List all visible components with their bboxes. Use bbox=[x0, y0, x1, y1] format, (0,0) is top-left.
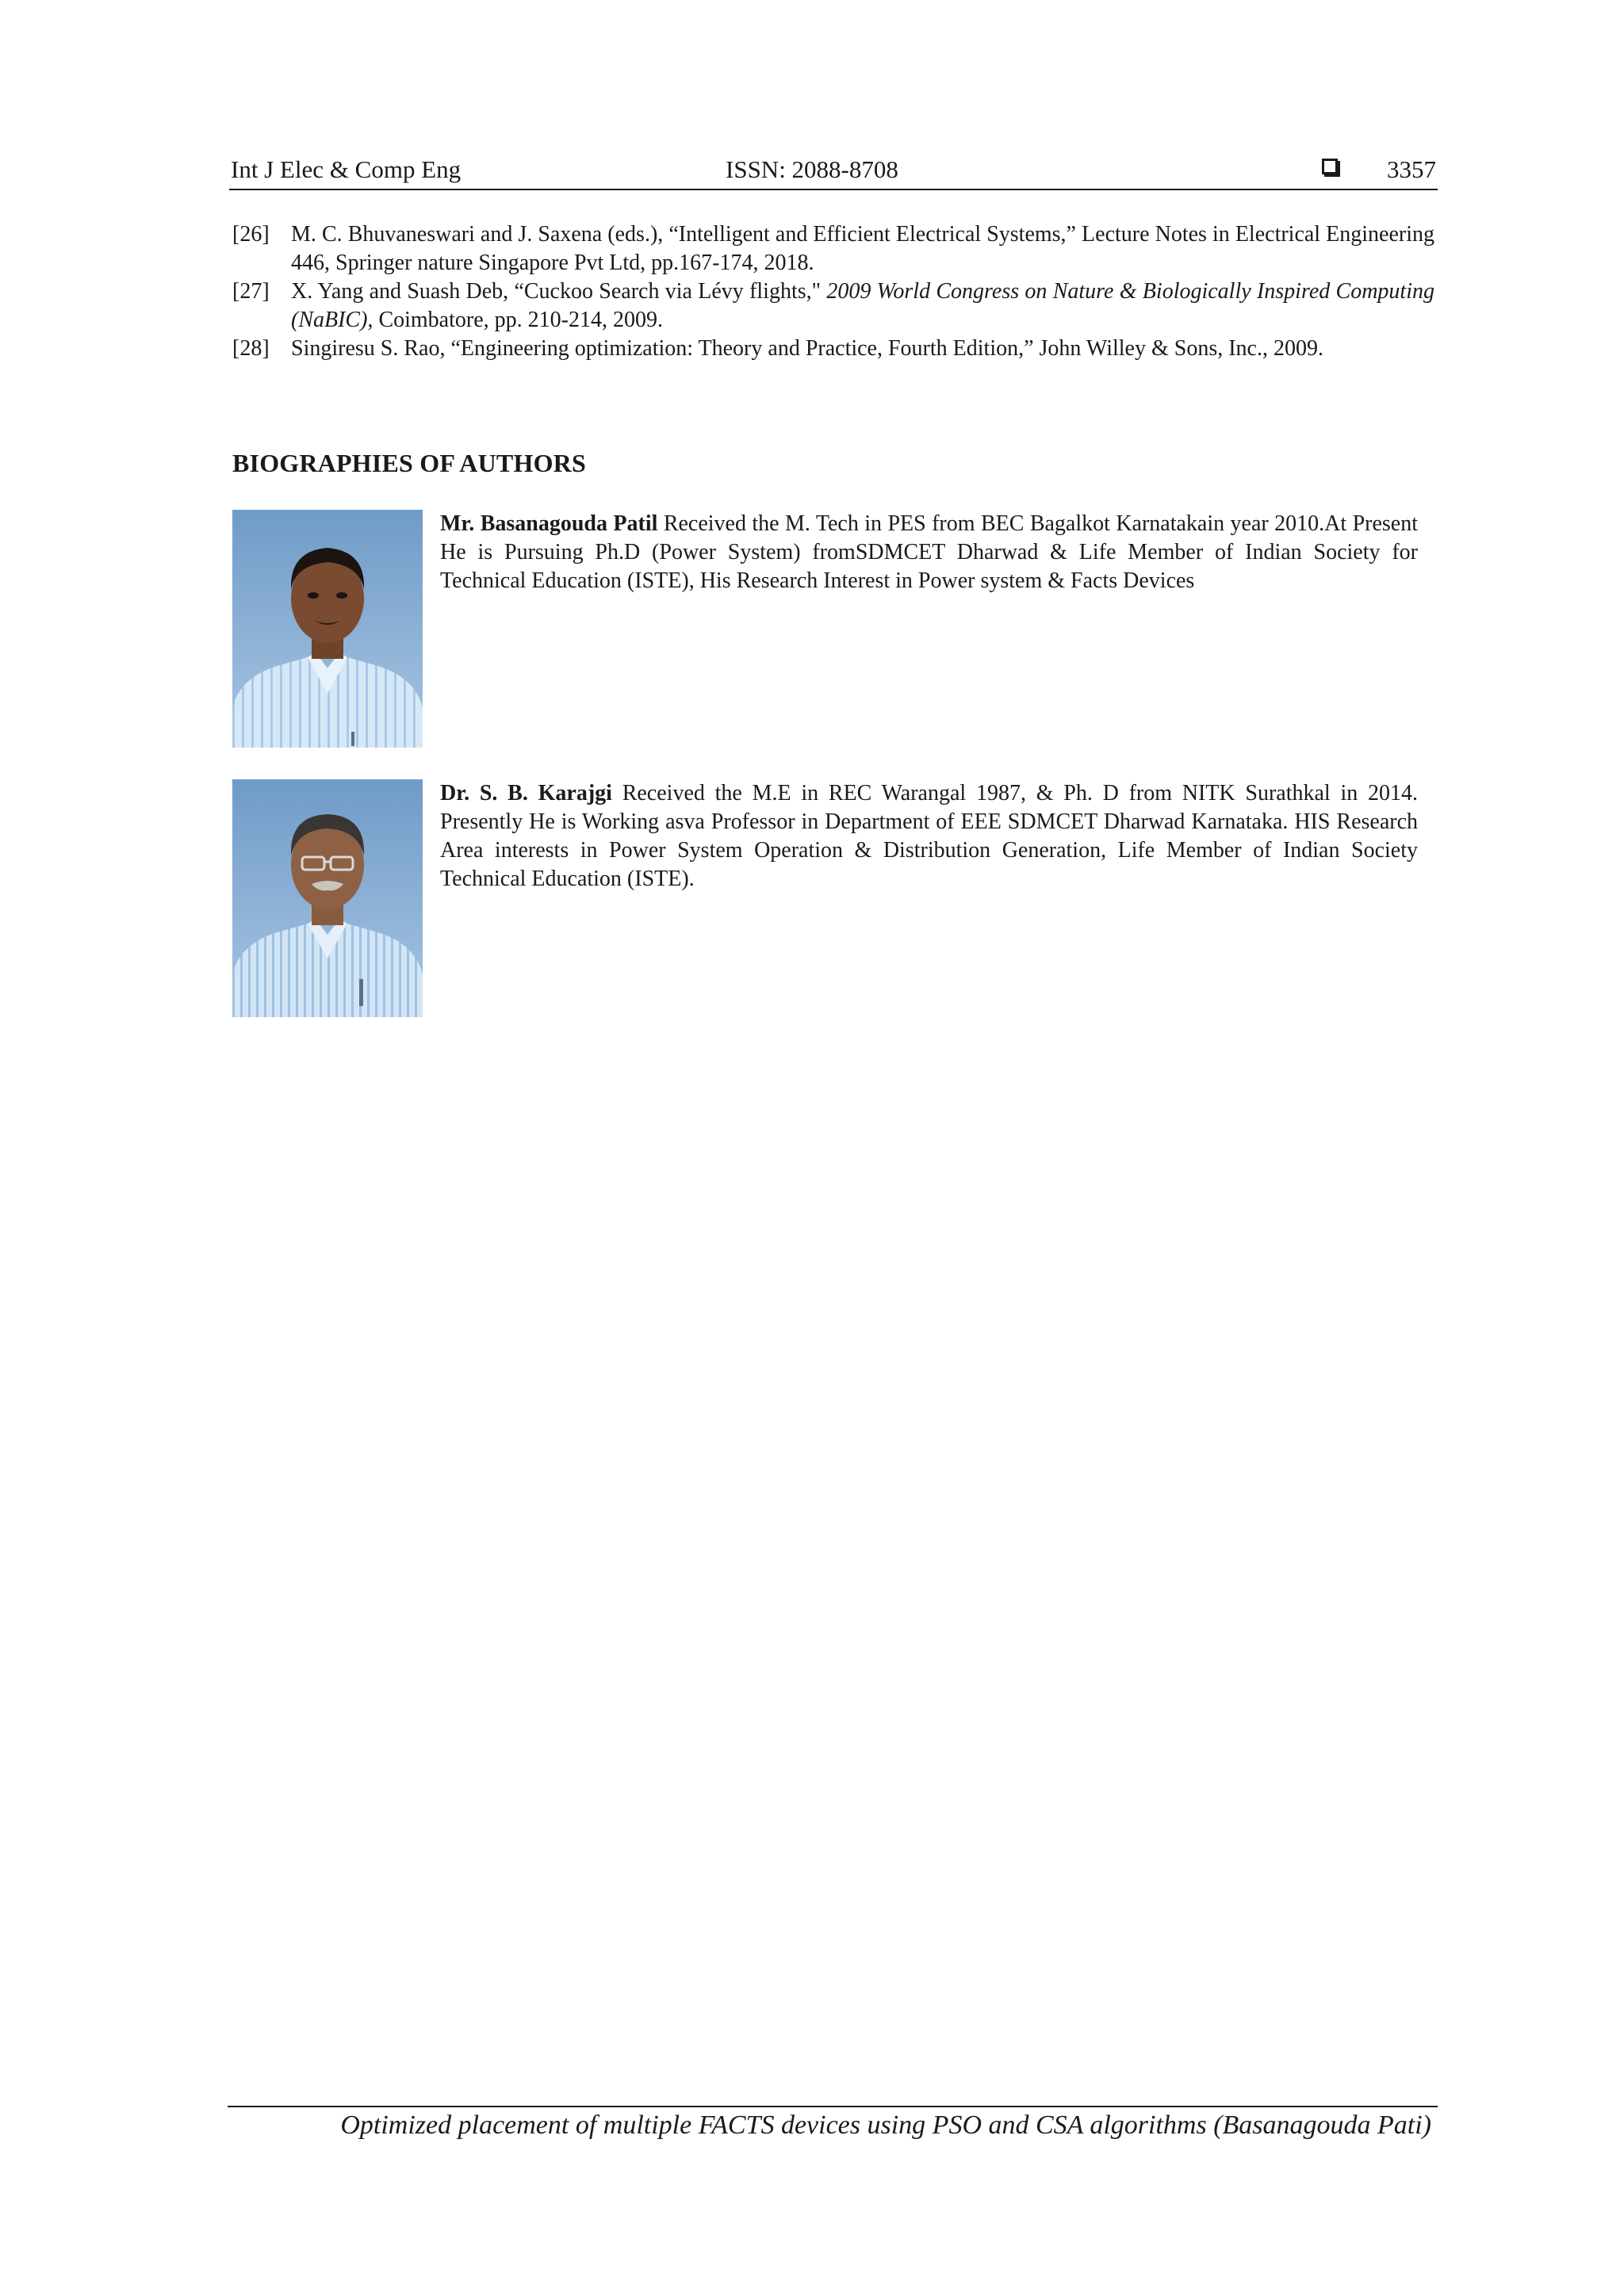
journal-name: Int J Elec & Comp Eng bbox=[231, 155, 462, 183]
running-header bbox=[231, 155, 1436, 189]
issn: ISSN: 2088-8708 bbox=[726, 155, 898, 183]
author-bio: Received the M. Tech in PES from BEC Bagalkot Karnatakain year 2010.At Present He is Pursuing Ph.D (Power System) fromSDMCET Dharwad & Life Member of Indian Society for Technical Education (ISTE), His Research Interest in Power system & Facts Devices bbox=[440, 511, 1418, 593]
reference-item bbox=[232, 220, 1434, 277]
biography-text bbox=[440, 779, 1418, 894]
reference-text: Singiresu S. Rao, “Engineering optimization: Theory and Practice, Fourth Edition,” John Willey & Sons, Inc., 2009. bbox=[291, 336, 1323, 361]
running-footer: Optimized placement of multiple FACTS devices using PSO and CSA algorithms (Basanagouda Pati) bbox=[340, 2110, 1431, 2140]
portrait-illustration bbox=[232, 779, 423, 1017]
checkbox-square-icon bbox=[1322, 159, 1338, 174]
author-bio: Received the M.E in REC Warangal 1987, & Ph. D from NITK Surathkal in 2014. Presently He is Working asva Professor in Department of EEE SDMCET Dharwad Karnataka. HIS Research Area interests in Power System Operation & Distribution Generation, Life Member of Indian Society Technical Education (ISTE). bbox=[440, 781, 1419, 891]
reference-item bbox=[232, 277, 1434, 335]
reference-venue: 2009 World Congress on Nature & Biologically Inspired Computing (NaBIC) bbox=[291, 279, 1434, 332]
header-divider bbox=[229, 189, 1438, 190]
reference-number: [26] bbox=[232, 222, 270, 247]
reference-details: , Coimbatore, pp. 210-214, 2009. bbox=[367, 308, 663, 332]
section-heading: BIOGRAPHIES OF AUTHORS bbox=[232, 449, 586, 477]
reference-number: [27] bbox=[232, 279, 270, 304]
reference-authors-title: X. Yang and Suash Deb, “Cuckoo Search via Lévy flights," bbox=[291, 279, 827, 304]
portrait-illustration bbox=[232, 510, 423, 748]
author-name: Mr. Basanagouda Patil bbox=[440, 511, 658, 536]
reference-list bbox=[232, 220, 1434, 363]
author-photo bbox=[232, 510, 423, 748]
reference-text bbox=[291, 277, 1434, 335]
reference-item bbox=[232, 335, 1434, 363]
reference-number: [28] bbox=[232, 336, 270, 361]
footer-divider bbox=[228, 2106, 1438, 2107]
biography-text bbox=[440, 510, 1418, 595]
author-photo bbox=[232, 779, 423, 1017]
reference-text: M. C. Bhuvaneswari and J. Saxena (eds.), “Intelligent and Efficient Electrical Systems,” Lecture Notes in Electrical Engineering 446, Springer nature Singapore Pvt Ltd, pp.167-174, 2018. bbox=[291, 222, 1434, 275]
author-name: Dr. S. B. Karajgi bbox=[440, 781, 612, 806]
page-number: 3357 bbox=[1387, 155, 1436, 183]
